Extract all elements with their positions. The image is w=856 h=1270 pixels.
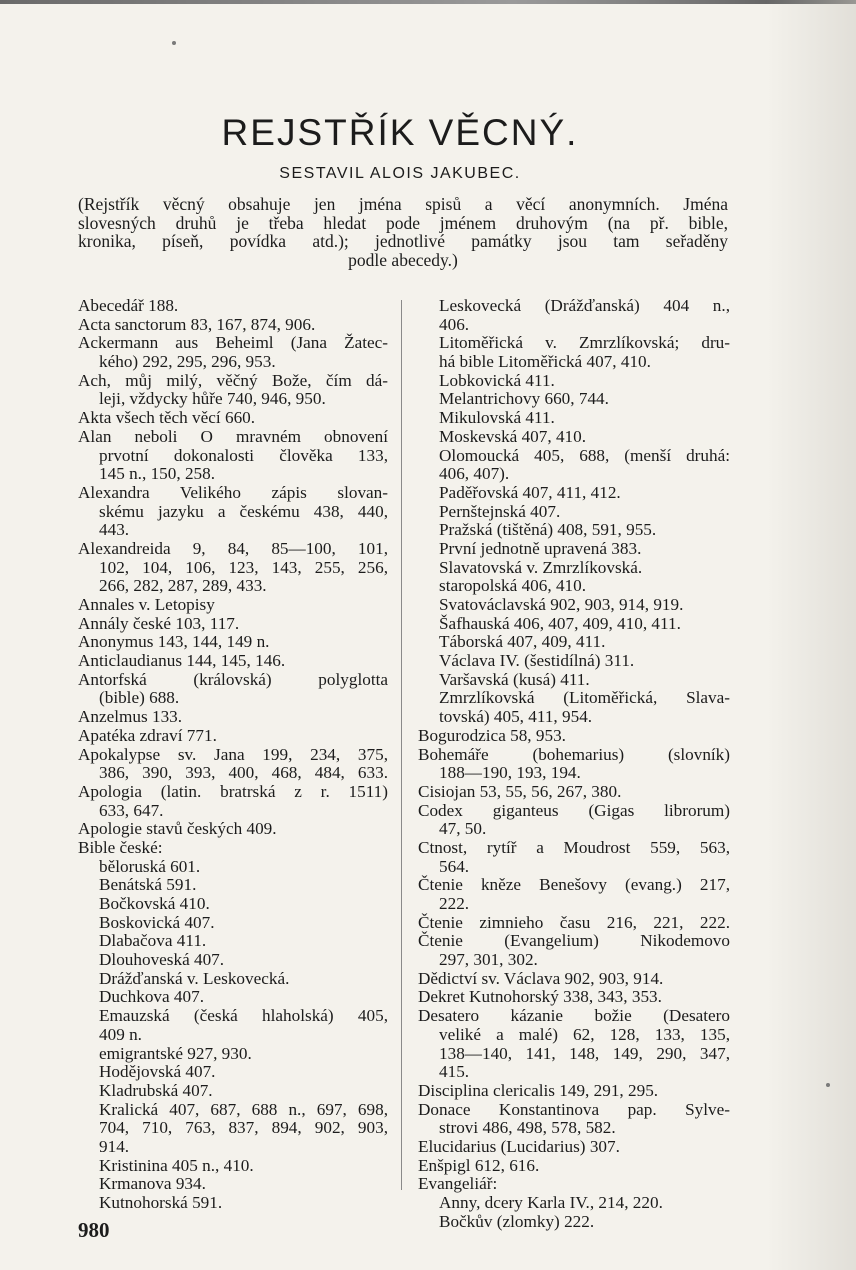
- index-entry-line: 914.: [99, 1136, 130, 1156]
- index-entry-line: Zmrzlíkovská (Litoměřická, Slava-: [439, 688, 730, 708]
- index-entry-line: 415.: [439, 1062, 470, 1082]
- index-entry-line: Alan neboli O mravném obnovení: [78, 426, 388, 446]
- index-entry-line: Ctnost, rytíř a Moudrost 559, 563,: [418, 837, 730, 857]
- index-entry-line: leji, vždycky hůře 740, 946, 950.: [99, 389, 326, 409]
- index-entry-line: Pražská (tištěná) 408, 591, 955.: [439, 520, 657, 540]
- index-entry-line: Benátská 591.: [99, 875, 197, 895]
- index-entry-line: (bible) 688.: [99, 688, 180, 708]
- index-entry-line: Václava IV. (šestidílná) 311.: [439, 651, 635, 671]
- index-entry-line: Kutnohorská 591.: [99, 1193, 223, 1212]
- index-entry-line: Krmanova 934.: [99, 1174, 206, 1194]
- index-entry-line: Apologia (latin. bratrská z r. 1511): [78, 781, 388, 801]
- index-entry-line: Apokalypse sv. Jana 199, 234, 375,: [78, 744, 388, 764]
- index-entry-line: Kladrubská 407.: [99, 1080, 213, 1100]
- index-entry-line: Evangeliář:: [418, 1174, 498, 1194]
- index-entry-line: Čtenie (Evangelium) Nikodemovo: [418, 931, 730, 951]
- index-entry-line: Kristinina 405 n., 410.: [99, 1155, 254, 1175]
- index-entry-line: Drážďanská v. Leskovecká.: [99, 968, 290, 988]
- index-entry-line: Codex giganteus (Gigas librorum): [418, 800, 730, 820]
- index-entry-line: Hodějovská 407.: [99, 1062, 216, 1082]
- index-entry-line: Moskevská 407, 410.: [439, 426, 587, 446]
- index-entry-line: 266, 282, 287, 289, 433.: [99, 576, 267, 596]
- index-entry-line: Bogurodzica 58, 953.: [418, 725, 566, 745]
- page-number: 980: [78, 1218, 110, 1242]
- index-entry-line: 102, 104, 106, 123, 143, 255, 256,: [99, 557, 388, 577]
- index-entry-line: Bohemáře (bohemarius) (slovník): [418, 744, 730, 764]
- intro-paragraph: [78, 195, 728, 270]
- index-column-left: [78, 297, 388, 1213]
- index-entry-line: 47, 50.: [439, 819, 487, 839]
- index-entry-line: 138—140, 141, 148, 149, 290, 347,: [439, 1043, 730, 1063]
- index-entry-line: Acta sanctorum 83, 167, 874, 906.: [78, 314, 316, 334]
- index-entry-line: Mikulovská 411.: [439, 408, 555, 428]
- index-entry-line: Táborská 407, 409, 411.: [439, 632, 606, 652]
- index-entry-line: Duchkova 407.: [99, 987, 205, 1007]
- index-entry-line: Olomoucká 405, 688, (menší druhá:: [439, 445, 730, 465]
- intro-line: podle abecedy.): [348, 250, 458, 271]
- index-entry-line: Alexandra Velikého zápis slovan-: [78, 482, 388, 502]
- index-entry-line: skému jazyku a českému 438, 440,: [99, 501, 388, 521]
- index-entry-line: Emauzská (česká hlaholská) 405,: [99, 1006, 388, 1026]
- index-entry-line: 564.: [439, 856, 470, 876]
- index-entry-line: Boskovická 407.: [99, 912, 215, 932]
- intro-line: kronika, píseň, povídka atd.); jednotlivé památky jsou tam seřaděny: [78, 231, 728, 252]
- index-entry-line: 443.: [99, 520, 130, 540]
- index-entry-line: Bočkovská 410.: [99, 894, 210, 913]
- index-entry-line: Ackermann aus Beheiml (Jana Žatec-: [78, 333, 388, 353]
- index-entry-line: 222.: [439, 894, 470, 913]
- index-entry-line: Paděřovská 407, 411, 412.: [439, 482, 621, 502]
- page-top-edge: [0, 0, 856, 4]
- index-entry-line: Ach, můj milý, věčný Bože, čím dá-: [78, 370, 388, 390]
- index-entry-line: První jednotně upravená 383.: [439, 538, 642, 558]
- index-entry-line: Litoměřická v. Zmrzlíkovská; dru-: [439, 333, 730, 353]
- index-entry-line: Elucidarius (Lucidarius) 307.: [418, 1136, 620, 1156]
- index-entry-line: Anonymus 143, 144, 149 n.: [78, 632, 270, 652]
- index-entry-line: Anzelmus 133.: [78, 707, 183, 727]
- index-entry-line: Šafhauská 406, 407, 409, 410, 411.: [439, 613, 681, 633]
- index-entry-line: Pernštejnská 407.: [439, 501, 561, 521]
- index-entry-line: Apatéka zdraví 771.: [78, 725, 217, 745]
- index-entry-line: Apologie stavů českých 409.: [78, 819, 277, 839]
- index-entry-line: tovská) 405, 411, 954.: [439, 707, 593, 727]
- index-entry-line: běloruská 601.: [99, 856, 201, 876]
- index-entry-line: 704, 710, 763, 837, 894, 902, 903,: [99, 1118, 388, 1138]
- index-entry-line: kého) 292, 295, 296, 953.: [99, 352, 276, 372]
- index-column-right: [418, 297, 730, 1231]
- index-entry-line: Bible české:: [78, 837, 163, 857]
- index-entry-line: 386, 390, 393, 400, 468, 484, 633.: [99, 763, 388, 783]
- index-entry-line: Dlouhoveská 407.: [99, 950, 225, 970]
- index-entry-line: 409 n.: [99, 1024, 142, 1044]
- index-entry-line: Bočkův (zlomky) 222.: [439, 1211, 595, 1231]
- index-entry-line: Annály české 103, 117.: [78, 613, 240, 633]
- index-entry-line: Antorfská (královská) polyglotta: [78, 669, 388, 689]
- index-entry-line: Varšavská (kusá) 411.: [439, 669, 590, 689]
- index-entry-line: Melantrichovy 660, 744.: [439, 389, 609, 409]
- index-entry-line: prvotní dokonalosti člověka 133,: [99, 445, 388, 465]
- index-entry-line: Disciplina clericalis 149, 291, 295.: [418, 1080, 659, 1100]
- index-entry-line: Kralická 407, 687, 688 n., 697, 698,: [99, 1099, 388, 1119]
- page-shadow-edge: [766, 0, 856, 1270]
- intro-line: (Rejstřík věcný obsahuje jen jména spisů a věcí anonymních. Jména: [78, 194, 728, 214]
- index-entry-line: veliké a malé) 62, 128, 133, 135,: [439, 1024, 730, 1044]
- index-entry-line: Anticlaudianus 144, 145, 146.: [78, 651, 286, 671]
- index-entry-line: 633, 647.: [99, 800, 164, 820]
- index-entry-line: Anny, dcery Karla IV., 214, 220.: [439, 1193, 663, 1212]
- index-entry-line: Dlabačova 411.: [99, 931, 207, 951]
- index-entry-line: Akta všech těch věcí 660.: [78, 408, 256, 428]
- print-speck: [826, 1083, 830, 1087]
- index-entry-line: 406, 407).: [439, 464, 510, 484]
- index-entry-line: Dekret Kutnohorský 338, 343, 353.: [418, 987, 662, 1007]
- index-entry-line: Slavatovská v. Zmrzlíkovská.: [439, 557, 643, 577]
- index-entry-line: 145 n., 150, 258.: [99, 464, 216, 484]
- index-entry-line: staropolská 406, 410.: [439, 576, 587, 596]
- index-entry-line: Cisiojan 53, 55, 56, 267, 380.: [418, 781, 622, 801]
- index-entry-line: Desatero kázanie božie (Desatero: [418, 1006, 730, 1026]
- print-speck: [172, 41, 176, 45]
- index-entry-line: Alexandreida 9, 84, 85—100, 101,: [78, 538, 388, 558]
- index-entry-line: Donace Konstantinova pap. Sylve-: [418, 1099, 730, 1119]
- index-entry-line: Leskovecká (Drážďanská) 404 n.,: [439, 296, 730, 315]
- index-entry-line: Čtenie zimnieho času 216, 221, 222.: [418, 912, 730, 932]
- index-entry-line: Lobkovická 411.: [439, 370, 555, 390]
- index-entry-line: strovi 486, 498, 578, 582.: [439, 1118, 616, 1138]
- column-divider: [401, 300, 402, 1190]
- index-entry-line: há bible Litoměřická 407, 410.: [439, 352, 651, 372]
- intro-line: slovesných druhů je třeba hledat pode jménem druhovým (na př. bible,: [78, 212, 728, 233]
- index-entry-line: Čtenie kněze Benešovy (evang.) 217,: [418, 875, 730, 895]
- index-entry-line: Annales v. Letopisy: [78, 595, 215, 614]
- index-entry-line: 188—190, 193, 194.: [439, 763, 581, 783]
- index-entry-line: Enšpigl 612, 616.: [418, 1155, 540, 1175]
- index-entry-line: Abecedář 188.: [78, 296, 179, 315]
- index-entry-line: 297, 301, 302.: [439, 950, 538, 970]
- index-entry-line: 406.: [439, 314, 470, 334]
- page-title: REJSTŘÍK VĚCNÝ.: [221, 112, 579, 153]
- page-subtitle: SESTAVIL ALOIS JAKUBEC.: [279, 165, 521, 182]
- index-entry-line: Svatováclavská 902, 903, 914, 919.: [439, 595, 684, 614]
- index-entry-line: Dědictví sv. Václava 902, 903, 914.: [418, 968, 664, 988]
- index-entry-line: emigrantské 927, 930.: [99, 1043, 252, 1063]
